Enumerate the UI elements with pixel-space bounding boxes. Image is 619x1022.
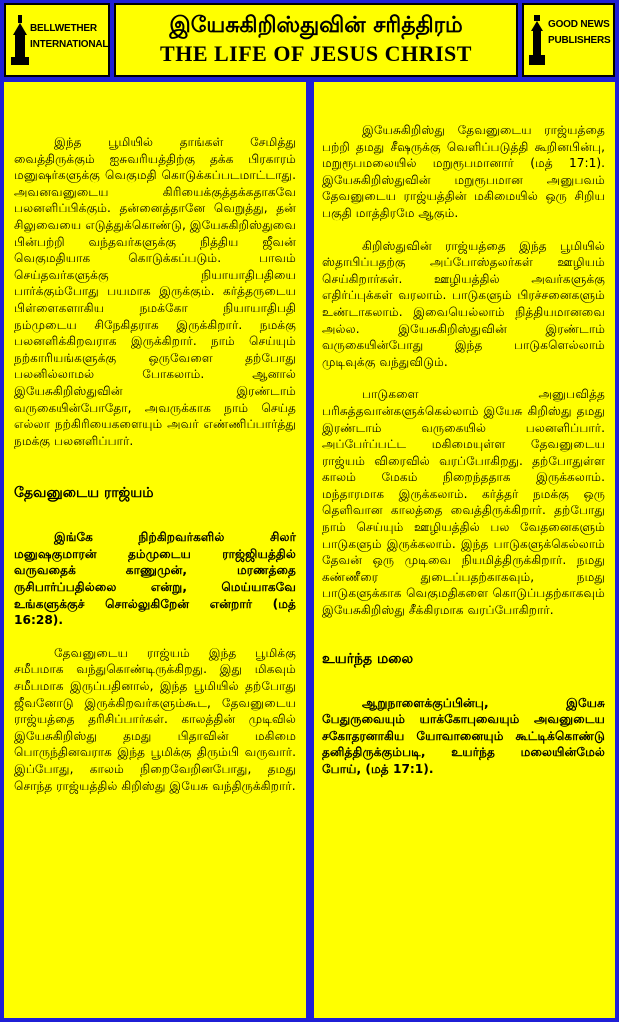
bellwether-figure-icon: [11, 15, 29, 65]
publisher-figure-icon: [528, 15, 546, 65]
title-banner: [114, 3, 518, 77]
section-heading-kingdom: தேவனுடைய ராஜ்யம்: [14, 485, 154, 502]
logo-left-text: [30, 21, 108, 53]
left-paragraph-2-quote: இங்கே நிற்கிறவர்களில் சிலர் மனுஷகுமாரன் தம்முடைய ராஜ்ஜியத்தில் வருவதைக் காணுமுன், மரணத்தை ருசிபார்ப்பதில்லை என்று, மெய்யாகவே உங்களுக்குச் சொல்லுகிறேன் என்றார் (மத் 16:28).: [14, 530, 296, 628]
right-paragraph-3: பாடுகளை அனுபவித்த பரிசுத்தவான்களுக்கெல்லாம் இயேசு கிறிஸ்து தமது இரண்டாம் வருகையில் பலனளிப்பார். அப்பேர்ப்பட்ட மகிமையுள்ள தேவனுடைய ராஜ்யம் விரைவில் வரப்போகிறது. தற்போதுள்ள காலம் மேகம் நிறைந்ததாக இருக்கலாம். மந்தாரமாக இருக்கலாம். கர்த்தர் நமக்கு ஒரு தெளிவான காலத்தை வைத்திருக்கிறார். தற்போது நாம் செய்யும் ஊழியத்தில் பல வேதனைகளும் பாடுகளும் இருக்கலாம். இந்த பாடுகளுக்கெல்லாம் தேவன் ஒரு முடிவை நியமித்திருக்கிறார். நமது கண்ணீரை துடைப்பதற்காகவும், நமது பாடுகளுக்காக வெகுமதிகளை கொடுப்பதற்காகவும் இயேசுகிறிஸ்து சீக்கிரமாக வரப்போகிறார்.: [322, 387, 605, 618]
logo-left-line1: BELLWETHER: [30, 23, 97, 34]
section-heading-high-mountain: உயர்ந்த மலை: [322, 650, 414, 667]
left-column: [4, 82, 306, 1018]
left-paragraph-3: தேவனுடைய ராஜ்யம் இந்த பூமிக்கு சமீபமாக வந்துகொண்டிருக்கிறது. இது மிகவும் சமீபமாக இருப்பதினால், இந்த பூமியில் தற்போது ஜீவனோடு இருக்கிறவர்களும்கூட, தேவனுடைய ராஜ்யத்தை தரிசிப்பார்கள். காலத்தின் முடிவில் இயேசுகிறிஸ்து தமது பிதாவின் மகிமை பொருந்தினவராக இந்த பூமிக்கு திரும்பி வருவார். இப்போது, காலம் நிறைவேறினபோது, தமது சொந்த ராஜ்யத்தில் கிறிஸ்து இயேசு வந்திருக்கிறார்.: [14, 645, 296, 793]
logo-right-line1: GOOD NEWS: [548, 19, 610, 30]
logo-left-line2: INTERNATIONAL: [30, 39, 109, 50]
right-column: [314, 82, 615, 1018]
right-paragraph-4-quote: ஆறுநாளைக்குப்பின்பு, இயேசு பேதுருவையும் யாக்கோபுவையும் அவனுடைய சகோதரனாகிய யோவானையும் கூட்டிக்கொண்டு தனித்திருக்கும்படி, உயர்ந்த மலையின்மேல் போய், (மத் 17:1).: [322, 695, 605, 776]
right-paragraph-2: கிறிஸ்துவின் ராஜ்யத்தை இந்த பூமியில் ஸ்தாபிப்பதற்கு அப்போஸ்தலர்கள் ஊழியம் செய்கிறார்கள். ஊழியத்தில் அவர்களுக்கு எதிர்ப்புக்கள் வரலாம். பாடுகளும் பிரச்சனைகளும் உண்டாகலாம். இவையெல்லாம் நித்தியமானவை அல்ல. இயேசுகிறிஸ்துவின் இரண்டாம் வருகையின்போது இந்த பாடுகளெல்லாம் முடிவுக்கு வந்துவிடும்.: [322, 238, 605, 369]
bellwether-logo: [4, 3, 110, 77]
page-title-tamil: இயேசுகிறிஸ்துவின் சரித்திரம்: [169, 13, 463, 38]
left-paragraph-1: இந்த பூமியில் தாங்கள் சேமித்து வைத்திருக்கும் ஐசுவரியத்திற்கு தக்க பிரகாரம் மனுஷர்களுக்கு வெகுமதி கொடுக்கப்படமாட்டாது. அவனவனுடைய கிரியைக்குத்தக்கதாகவே பலனளிப்பிக்கும். தன்னைத்தானே வெறுத்து, தன் சிலுவையை எடுத்துக்கொண்டு, இயேசுகிறிஸ்துவை பின்பற்றி வந்தவர்களுக்கு நித்திய ஜீவன் வெகுமதியாக கொடுக்கப்படும். பாவம் செய்தவர்களுக்கு நியாயாதிபதியை பார்க்கும்போது பயமாக இருக்கும். கர்த்தருடைய பிள்ளைகளாகிய நமக்கோ நியாயாதிபதி நம்முடைய சிநேகிதராக இருக்கிறார். நமக்கு பலனளிக்கிறவராக இருக்கிறார். நாம் செய்யும் நற்காரியங்களுக்கு ஒருவேளை தற்போது பலனில்லாமல் போகலாம். ஆனால் இயேசுகிறிஸ்துவின் இரண்டாம் வருகையின்போதோ, அவருக்காக நாம் செய்த எல்லா நற்கிரியைகளையும் அவர் எண்ணிப்பார்த்து நமக்கு பலனளிப்பார்.: [14, 135, 296, 448]
good-news-logo: [522, 3, 615, 77]
page-title-english: THE LIFE OF JESUS CHRIST: [160, 41, 472, 66]
logo-right-line2: PUBLISHERS: [548, 35, 611, 46]
logo-right-text: [548, 17, 610, 49]
right-paragraph-1: இயேசுகிறிஸ்து தேவனுடைய ராஜ்யத்தை பற்றி தமது சீஷருக்கு வெளிப்படுத்தி கூறினபின்பு, மறுரூபமலையில் மறுரூபமானார் (மத் 17:1). இயேசுகிறிஸ்துவின் மறுரூபமான அனுபவம் தேவனுடைய ராஜ்யத்தின் மகிமையில் ஒரு சிறிய பகுதி மாத்திரமே ஆகும்.: [322, 123, 605, 220]
